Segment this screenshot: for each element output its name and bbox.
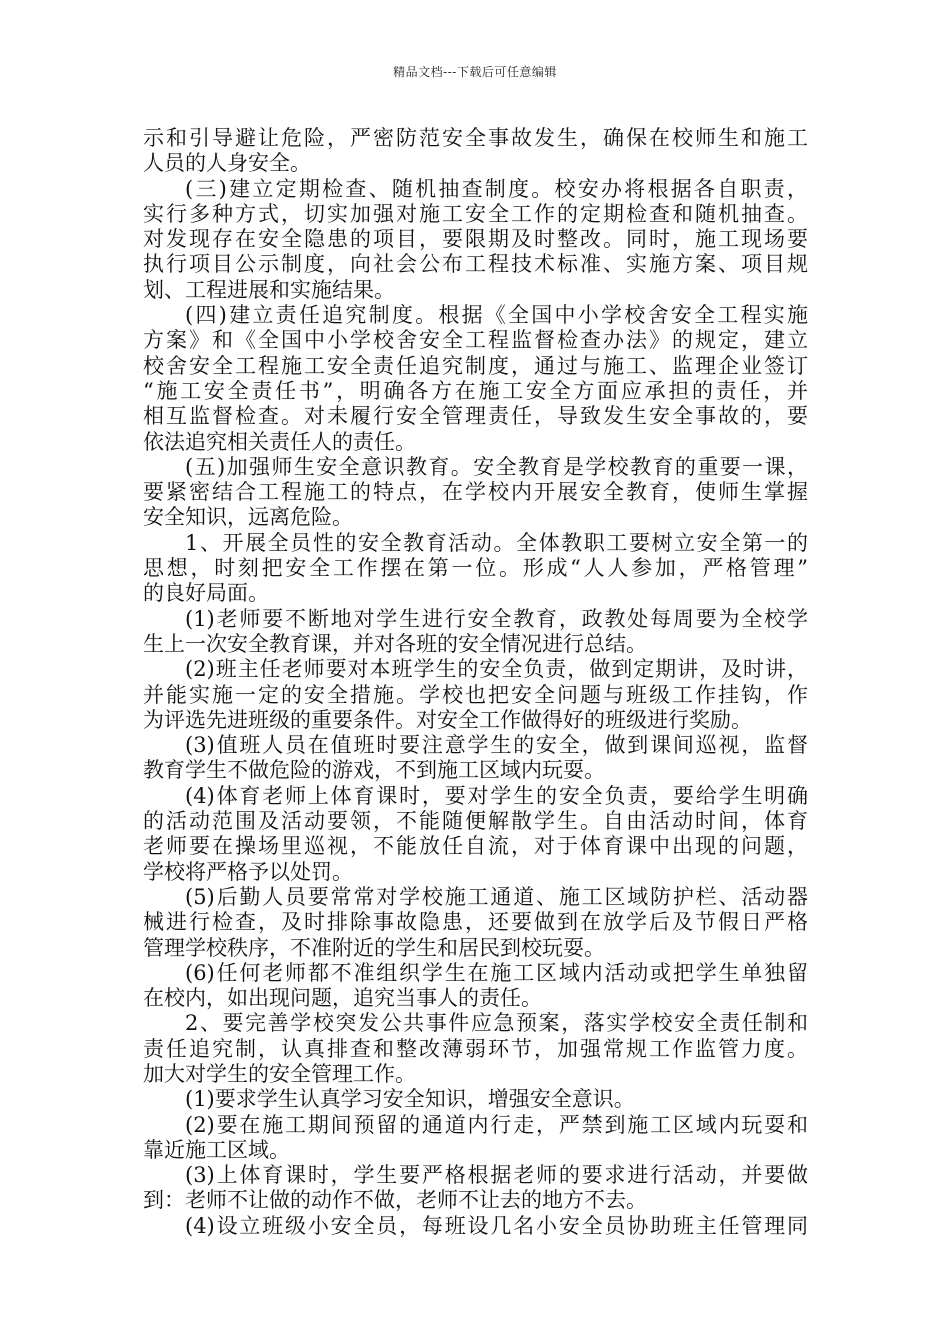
text-line: 靠近施工区域。 bbox=[143, 1137, 290, 1162]
text-line: 依法追究相关责任人的责任。 bbox=[143, 429, 416, 454]
text-line: 在校内，如出现问题，追究当事人的责任。 bbox=[143, 986, 542, 1011]
text-line: 2、要完善学校突发公共事件应急预案，落实学校安全责任制和 bbox=[185, 1011, 808, 1036]
text-line: 责任追究制，认真排查和整改薄弱环节，加强常规工作监管力度。 bbox=[143, 1036, 808, 1061]
text-line: (3)上体育课时，学生要严格根据老师的要求进行活动，并要做 bbox=[185, 1163, 808, 1188]
text-line: (1)要求学生认真学习安全知识，增强安全意识。 bbox=[185, 1087, 635, 1112]
text-line: 校舍安全工程施工安全责任追究制度，通过与施工、监理企业签订 bbox=[143, 353, 808, 378]
text-line: (三)建立定期检查、随机抽查制度。校安办将根据各自职责， bbox=[185, 176, 808, 201]
text-line: (五)加强师生安全意识教育。安全教育是学校教育的重要一课， bbox=[185, 454, 808, 479]
text-line: 的良好局面。 bbox=[143, 581, 269, 606]
text-line: 划、工程进展和实施结果。 bbox=[143, 277, 395, 302]
text-line: 安全知识，远离危险。 bbox=[143, 505, 353, 530]
text-line: 并能实施一定的安全措施。学校也把安全问题与班级工作挂钩，作 bbox=[143, 682, 808, 707]
text-line: 对发现存在安全隐患的项目，要限期及时整改。同时，施工现场要 bbox=[143, 227, 808, 252]
text-line: (2)班主任老师要对本班学生的安全负责，做到定期讲，及时讲， bbox=[185, 657, 808, 682]
text-line: (1)老师要不断地对学生进行安全教育，政教处每周要为全校学 bbox=[185, 606, 808, 631]
text-line: (6)任何老师都不准组织学生在施工区域内活动或把学生单独留 bbox=[185, 960, 808, 985]
text-line: 的活动范围及活动要领，不能随便解散学生。自由活动时间，体育 bbox=[143, 809, 808, 834]
text-line: 为评选先进班级的重要条件。对安全工作做得好的班级进行奖励。 bbox=[143, 707, 752, 732]
text-line: 学校将严格予以处罚。 bbox=[143, 859, 353, 884]
text-line: (4)设立班级小安全员，每班设几名小安全员协助班主任管理同 bbox=[185, 1213, 808, 1238]
text-line: (3)值班人员在值班时要注意学生的安全，做到课间巡视，监督 bbox=[185, 733, 808, 758]
text-line: 人员的人身安全。 bbox=[143, 151, 311, 176]
text-line: 相互监督检查。对未履行安全管理责任，导致发生安全事故的，要 bbox=[143, 404, 808, 429]
text-line: 执行项目公示制度，向社会公布工程技术标准、实施方案、项目规 bbox=[143, 252, 808, 277]
text-line: (四)建立责任追究制度。根据《全国中小学校舍安全工程实施 bbox=[185, 303, 808, 328]
text-line: 方案》和《全国中小学校舍安全工程监督检查办法》的规定，建立 bbox=[143, 328, 808, 353]
text-line: “施工安全责任书”，明确各方在施工安全方面应承担的责任，并 bbox=[143, 378, 808, 403]
document-body bbox=[143, 126, 808, 1239]
text-line: 械进行检查，及时排除事故隐患，还要做到在放学后及节假日严格 bbox=[143, 910, 808, 935]
text-line: 老师要在操场里巡视，不能放任自流，对于体育课中出现的问题， bbox=[143, 834, 808, 859]
text-line: 管理学校秩序，不准附近的学生和居民到校玩耍。 bbox=[143, 935, 605, 960]
text-line: 生上一次安全教育课，并对各班的安全情况进行总结。 bbox=[143, 631, 647, 656]
text-line: 示和引导避让危险，严密防范安全事故发生，确保在校师生和施工 bbox=[143, 126, 808, 150]
text-line: 加大对学生的安全管理工作。 bbox=[143, 1061, 416, 1086]
text-line: 实行多种方式，切实加强对施工安全工作的定期检查和随机抽查。 bbox=[143, 201, 808, 226]
text-line: 要紧密结合工程施工的特点，在学校内开展安全教育，使师生掌握 bbox=[143, 480, 808, 505]
text-line: 1、开展全员性的安全教育活动。全体教职工要树立安全第一的 bbox=[185, 530, 808, 555]
text-line: (4)体育老师上体育课时，要对学生的安全负责，要给学生明确 bbox=[185, 783, 808, 808]
text-line: 教育学生不做危险的游戏，不到施工区域内玩耍。 bbox=[143, 758, 605, 783]
text-line: (5)后勤人员要常常对学校施工通道、施工区域防护栏、活动器 bbox=[185, 884, 808, 909]
text-line: 到：老师不让做的动作不做，老师不让去的地方不去。 bbox=[143, 1188, 647, 1213]
page-header: 精品文档---下载后可任意编辑 bbox=[393, 65, 557, 79]
text-line: (2)要在施工期间预留的通道内行走，严禁到施工区域内玩耍和 bbox=[185, 1112, 808, 1137]
text-line: 思想，时刻把安全工作摆在第一位。形成“人人参加，严格管理” bbox=[143, 556, 808, 581]
